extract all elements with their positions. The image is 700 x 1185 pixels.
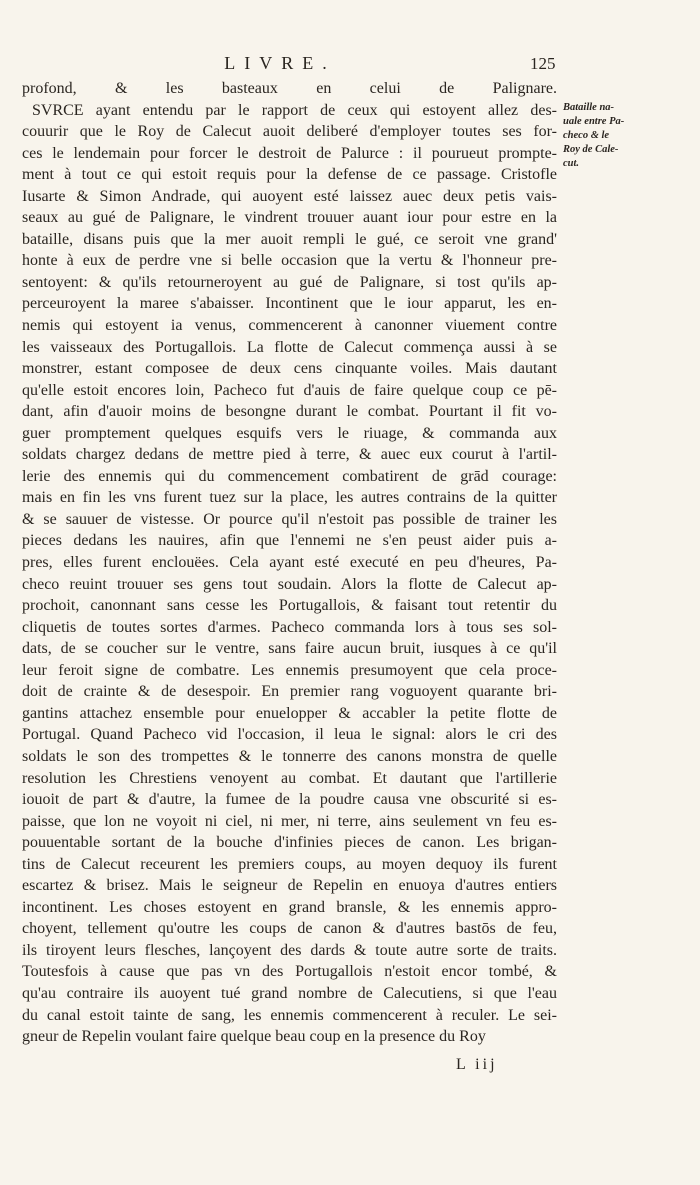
text-line: gantins attachez ensemble pour enuelopper & accabler la petite flotte de: [22, 704, 557, 722]
text-line: bataille, disans puis que la mer auoit rempli le gué, ce seroit vne grand': [22, 230, 557, 248]
text-line: nemis qui estoyent ia venus, commencerent à canonner viuement contre: [22, 317, 557, 335]
marginal-note-line: Bataille na-: [563, 102, 615, 113]
text-line: Iusarte & Simon Andrade, qui auoyent esté laissez auec deux petis vais-: [22, 187, 557, 205]
text-line: Toutesfois à cause que pas vn des Portugallois n'estoit encor tombé, &: [22, 963, 557, 981]
text-line: SVRCE ayant entendu par le rapport de ceux qui estoyent allez des-: [32, 101, 557, 119]
text-line: dant, afin d'auoir moins de besongne durant le combat. Pourtant il fit vo-: [22, 403, 557, 421]
text-line: guer promptement quelques esquifs vers le riuage, & commanda aux: [22, 424, 557, 442]
body-text: [22, 78, 557, 1048]
text-line: lerie des ennemis qui du commencement combatirent de grād courage:: [22, 467, 557, 485]
text-line: tins de Calecut receurent les premiers coups, au moyen dequoy ils furent: [22, 855, 557, 873]
text-line: doit de crainte & de desespoir. En premier rang voguoyent quarante bri-: [22, 683, 557, 701]
text-line: seaux au gué de Palignare, le vindrent trouuer auant iour pour estre en la: [22, 209, 557, 227]
marginal-note-line: uale entre Pa-: [563, 116, 625, 127]
marginal-note-line: Roy de Cale-: [563, 144, 619, 155]
text-line: pieces dedans les nauires, afin que l'ennemi ne s'en peust aider puis a-: [22, 532, 557, 550]
text-line: ment à tout ce qui estoit requis pour la defense de ce passage. Cristofle: [22, 166, 557, 184]
text-line: ils tiroyent leurs flesches, lançoyent des dards & toute autre sorte de traits.: [22, 941, 557, 959]
text-line: mais en fin les vns furent tuez sur la place, les autres contrains de la quitter: [22, 489, 557, 507]
text-line: les vaisseaux des Portugallois. La flotte de Calecut commença aussi à se: [22, 338, 557, 356]
text-line: cliquetis de toutes sortes d'armes. Pacheco commanda lors à tous ses sol-: [22, 618, 557, 636]
text-line: qu'au contraire ils auoyent tué grand nombre de Calecutiens, si que l'eau: [22, 984, 557, 1002]
text-line: choyent, tellement qu'outre les coups de canon & d'autres bastōs de feu,: [22, 920, 557, 938]
marginal-note-line: cut.: [563, 158, 580, 169]
text-line: escartez & brisez. Mais le seigneur de Repelin en enuoya d'autres entiers: [22, 877, 557, 895]
text-line: incontinent. Les choses estoyent en grand bransle, & les ennemis appro-: [22, 898, 557, 916]
text-line: iouoit de part & d'autre, la fumee de la poudre causa vne obscurité si es-: [22, 791, 557, 809]
text-line: du canal estoit tainte de sang, les ennemis commencerent à reculer. Le sei-: [22, 1006, 557, 1024]
text-line: resolution les Chrestiens venoyent au combat. Et dautant que l'artillerie: [22, 769, 557, 787]
text-line: sentoyent: & qu'ils retourneroyent au gué de Palignare, si tost qu'ils ap-: [22, 273, 557, 291]
text-line: gneur de Repelin voulant faire quelque beau coup en la presence du Roy: [22, 1028, 486, 1046]
marginal-note-line: checo & le: [563, 130, 610, 141]
text-line: honte à eux de perdre vne si belle occasion que la vertu & l'honneur pre-: [22, 252, 557, 270]
text-line: pouuentable sortant de la bouche d'infinies pieces de canon. Les brigan-: [22, 834, 557, 852]
text-line: soldats chargez dedans de mettre pied à terre, & auec eux courut à l'artil-: [22, 446, 557, 464]
running-title: LIVRE.: [224, 53, 336, 73]
text-line: & se sauuer de vistesse. Or pource qu'il n'estoit pas possible de trainer les: [22, 510, 557, 528]
signature-mark: L iij: [456, 1056, 498, 1073]
text-line: couurir que le Roy de Calecut auoit deliberé d'employer toutes ses for-: [22, 123, 557, 141]
text-line: monstrer, estant composee de deux cens cinquante voiles. Mais dautant: [22, 360, 557, 378]
marginal-note: [563, 101, 643, 171]
text-line: dats, de se coucher sur le ventre, sans faire aucun bruit, iusques à ce qu'il: [22, 640, 557, 658]
text-line: paisse, que lon ne voyoit ni ciel, ni mer, ni terre, ains seulement vn feu es-: [22, 812, 557, 830]
text-line: checo reuint trouuer ses gens tout soudain. Alors la flotte de Calecut ap-: [22, 575, 557, 593]
text-line: Portugal. Quand Pacheco vid l'occasion, il leua le signal: alors le cri des: [22, 726, 557, 744]
text-line: ces le lendemain pour forcer le destroit de Palurce : il pourueut prompte-: [22, 144, 557, 162]
text-line: qu'elle estoit encores loin, Pacheco fut d'auis de faire quelque coup ce pē-: [22, 381, 557, 399]
text-line: prochoit, canonnant sans cesse les Portugallois, & faisant tout retentir du: [22, 597, 557, 615]
text-line: leur feroit signe de combatre. Les ennemis presumoyent que cela proce-: [22, 661, 557, 679]
text-line: soldats le son des trompettes & le tonnerre des canons monstra de quelle: [22, 747, 557, 765]
text-line: profond, & les basteaux en celui de Palignare.: [22, 80, 557, 97]
text-line: perceuroyent la maree s'abaisser. Incontinent que le iour apparut, les en-: [22, 295, 557, 313]
text-line: pres, elles furent enclouëes. Cela ayant esté executé en peu d'heures, Pa-: [22, 554, 557, 572]
page-number: 125: [530, 54, 556, 73]
